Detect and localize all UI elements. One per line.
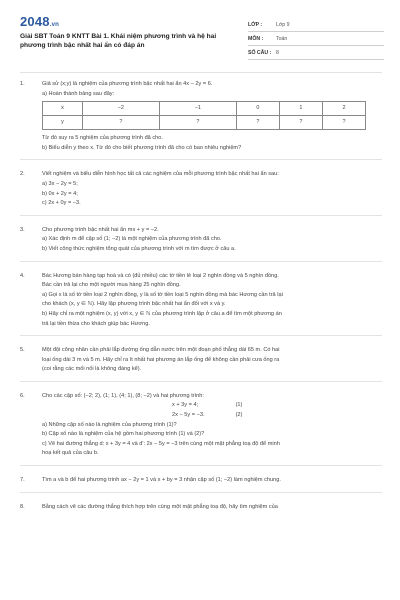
table-cell: −1: [159, 102, 236, 116]
table-cell: y: [43, 116, 83, 130]
meta-row-count: [248, 46, 384, 60]
equation-tag: (2): [235, 412, 243, 419]
question-text: Bác Hương bán hàng tạp hoá và có (đủ nhiều) các tờ tiền lẻ loại 2 nghìn đồng và 5 nghìn đồng.: [42, 272, 279, 279]
question-number: 6.: [20, 392, 25, 399]
table-cell: −2: [82, 102, 159, 116]
question-text: trả lại tiền thừa cho khách giúp bác Hương.: [42, 320, 150, 327]
question-text: c) Vẽ hai đường thẳng d: x + 3y = 4 và d': 2x − 5y = −3 trên cùng một mặt phẳng toạ độ để minh: [42, 440, 280, 447]
question-number: 2.: [20, 171, 25, 178]
table-cell: ?: [322, 116, 365, 130]
question-divider: [20, 159, 382, 160]
question-text: c) 2x + 0y = −3.: [42, 200, 81, 207]
logo-text: 2048: [20, 14, 50, 29]
meta-value: Toán: [276, 36, 288, 42]
table-cell: x: [43, 102, 83, 116]
meta-value: Lớp 9: [276, 22, 290, 28]
question-text: b) Viết công thức nghiệm tổng quát của phương trình với m tìm được ở câu a.: [42, 245, 236, 252]
question-text: a) 3x − 2y = 5;: [42, 180, 78, 187]
question-text: Viết nghiệm và biểu diễn hình học tất cả các nghiệm của mỗi phương trình bậc nhất hai ẩn sau:: [42, 171, 279, 178]
equation-tag: (1): [235, 402, 243, 409]
question-number: 8.: [20, 503, 25, 510]
table-cell: 1: [279, 102, 322, 116]
meta-key: MÔN :: [248, 36, 264, 42]
question-text: Giả sử (x;y) là nghiệm của phương trình bậc nhất hai ẩn 4x − 2y = 6.: [42, 81, 213, 87]
logo-suffix: .vn: [49, 22, 60, 28]
question-3: [20, 226, 382, 255]
meta-row-subject: [248, 32, 384, 46]
question-divider: [20, 492, 382, 493]
question-text: b) Biểu diễn y theo x. Từ đó cho biết phương trình đã cho có bao nhiêu nghiệm?: [42, 144, 242, 151]
question-text: b) Cặp số nào là nghiệm của hệ gồm hai phương trình (1) và (2)?: [42, 431, 205, 438]
table-cell: ?: [279, 116, 322, 130]
question-text: Bác cần trả lại cho một người mua hàng 25 nghìn đồng.: [42, 282, 181, 289]
table-cell: ?: [82, 116, 159, 130]
table-cell: 2: [322, 102, 365, 116]
question-text: (coi rằng các mối nối là không đáng kể).: [42, 366, 142, 373]
table-cell: ?: [159, 116, 236, 130]
question-text: loại ống dài 3 m và 5 m. Hãy chỉ ra ít nhất hai phương án lắp ống để không cần phải cưa ống ra: [42, 356, 280, 363]
document-header: [20, 14, 384, 66]
question-number: 1.: [20, 81, 25, 87]
header-divider: [20, 72, 382, 73]
question-text: Tìm a và b để hai phương trình ax − 2y = 1 và x + by = 3 nhận cặp số (1; −2) làm nghiệm chung.: [42, 477, 281, 484]
table-row: [43, 116, 366, 130]
question-text: Một đội công nhân cần phải lắp đường ống dẫn nước trên một đoạn phố thẳng dài 65 m. Có hai: [42, 347, 280, 354]
question-text: cho khách (x, y ∈ ℕ). Hãy lập phương trình bậc nhất hai ẩn đối với x và y.: [42, 301, 226, 308]
question-text: a) Xác định m để cặp số (1; −2) là một nghiệm của phương trình đã cho.: [42, 236, 222, 243]
question-7: [20, 476, 382, 486]
question-divider: [20, 335, 382, 336]
question-number: 5.: [20, 347, 25, 354]
question-text: b) 0x + 2y = 4;: [42, 190, 78, 197]
meta-info: [248, 18, 384, 60]
question-divider: [20, 215, 382, 216]
question-text: Cho các cặp số: (−2; 2), (1; 1), (4; 1), (8; −2) và hai phương trình:: [42, 392, 204, 399]
question-4: [20, 272, 382, 330]
equation-text: 2x − 5y = −3.: [172, 412, 205, 419]
question-number: 7.: [20, 477, 25, 484]
values-table: [42, 101, 366, 130]
question-number: 3.: [20, 226, 25, 233]
question-text: Từ đó suy ra 5 nghiệm của phương trình đã cho.: [42, 135, 163, 142]
table-cell: ?: [236, 116, 279, 130]
table-cell: 0: [236, 102, 279, 116]
document-title: Giải SBT Toán 9 KNTT Bài 1. Khái niệm phương trình và hệ hai phương trình bậc nhất hai ẩn có đáp án: [20, 33, 217, 49]
meta-key: SỐ CÂU :: [248, 50, 272, 56]
meta-row-class: [248, 18, 384, 32]
question-divider: [20, 381, 382, 382]
equation-text: x + 3y = 4;: [172, 402, 199, 409]
question-6: [20, 392, 382, 459]
equation-1: [42, 401, 382, 411]
question-text: Bằng cách vẽ các đường thẳng thích hợp trên cùng một mặt phẳng toạ độ, hãy tìm nghiệm của: [42, 503, 278, 510]
table-row: [43, 102, 366, 116]
question-5: [20, 346, 382, 375]
question-number: 4.: [20, 272, 25, 279]
question-text: a) Gọi x là số tờ tiền loại 2 nghìn đồng, y là số tờ tiền loại 5 nghìn đồng mà bác Hương cần trả lại: [42, 291, 283, 298]
question-8: [20, 503, 382, 513]
question-list: [20, 80, 382, 518]
question-text: b) Hãy chỉ ra một nghiệm (x, y) với x, y ∈ ℕ của phương trình lập ở câu a để tìm một phương án: [42, 310, 282, 317]
question-2: [20, 170, 382, 208]
meta-value: 8: [276, 50, 279, 56]
meta-key: LỚP :: [248, 22, 263, 28]
question-divider: [20, 465, 382, 466]
question-text: a) Hoàn thành bảng sau đây:: [42, 90, 115, 97]
question-text: a) Những cặp số nào là nghiệm của phương trình (1)?: [42, 421, 177, 428]
question-text: hoạ kết quả của câu b.: [42, 450, 99, 457]
question-divider: [20, 261, 382, 262]
question-text: Cho phương trình bậc nhất hai ẩn mx + y = −2.: [42, 226, 159, 233]
question-1: [20, 80, 382, 153]
equation-2: [42, 411, 382, 421]
